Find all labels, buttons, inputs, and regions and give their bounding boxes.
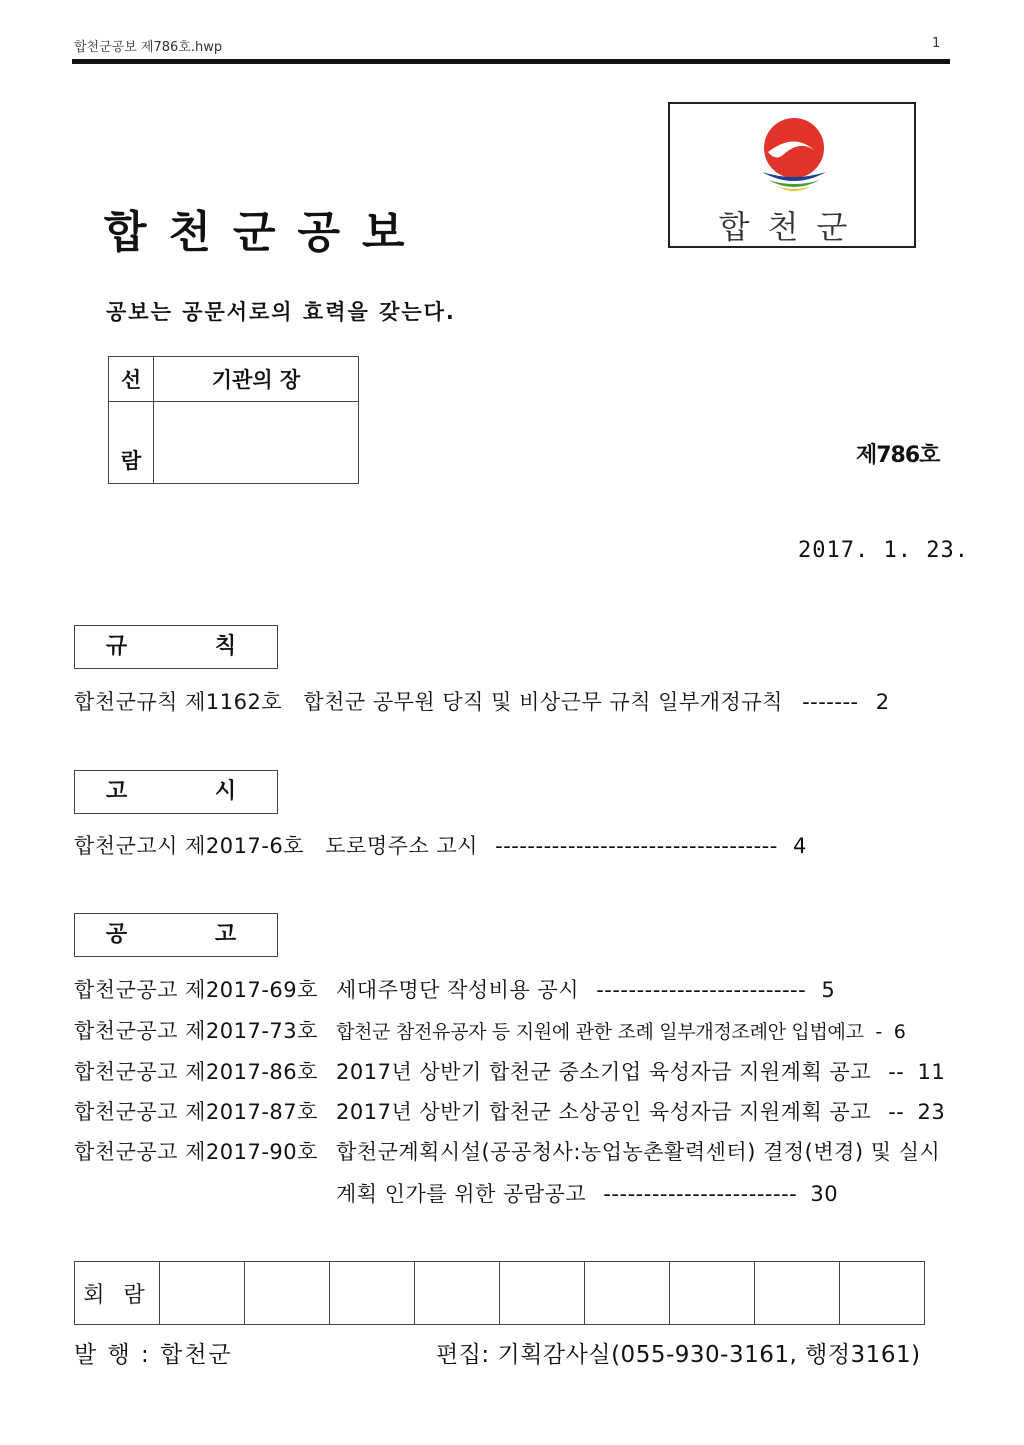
toc-leader: -- bbox=[888, 1060, 905, 1084]
page-title: 합천군공보 bbox=[104, 207, 427, 258]
review-label-bottom: 람 bbox=[109, 402, 154, 484]
toc-ref: 합천군고시 제2017-6호 bbox=[74, 834, 305, 858]
toc-page: 2 bbox=[875, 690, 890, 714]
toc-page: 23 bbox=[917, 1100, 946, 1124]
toc-ref: 합천군공고 제2017-90호 bbox=[74, 1140, 318, 1164]
circulation-cell bbox=[415, 1262, 500, 1325]
review-signature-cell bbox=[154, 402, 359, 484]
toc-entry[interactable] bbox=[74, 686, 890, 716]
county-logo-box bbox=[668, 102, 916, 248]
toc-ref: 합천군공고 제2017-86호 bbox=[74, 1060, 318, 1084]
toc-ref: 합천군공고 제2017-87호 bbox=[74, 1100, 318, 1124]
toc-text: 합천군 공무원 당직 및 비상근무 규칙 일부개정규칙 bbox=[303, 690, 783, 714]
toc-ref: 합천군규칙 제1162호 bbox=[74, 690, 283, 714]
toc-page: 5 bbox=[821, 978, 836, 1002]
toc-page: 6 bbox=[893, 1021, 906, 1043]
toc-page: 30 bbox=[810, 1182, 839, 1206]
circulation-cell bbox=[840, 1262, 925, 1325]
toc-page: 11 bbox=[917, 1060, 946, 1084]
review-table bbox=[108, 356, 359, 484]
toc-page: 4 bbox=[793, 834, 807, 858]
toc-text: 2017년 상반기 합천군 소상공인 육성자금 지원계획 공고 bbox=[336, 1100, 871, 1124]
review-header: 기관의 장 bbox=[154, 357, 359, 402]
header-divider bbox=[72, 59, 950, 64]
toc-text-continued: 계획 인가를 위한 공람공고 bbox=[336, 1182, 587, 1206]
toc-leader: ------- bbox=[802, 690, 859, 714]
toc-ref: 합천군공고 제2017-69호 bbox=[74, 978, 318, 1002]
circulation-cell bbox=[245, 1262, 330, 1325]
toc-leader: - bbox=[875, 1021, 882, 1043]
toc-text: 세대주명단 작성비용 공시 bbox=[336, 978, 579, 1002]
toc-ref: 합천군공고 제2017-73호 bbox=[74, 1019, 318, 1043]
editor-contact: 편집: 기획감사실(055-930-3161, 행정3161) bbox=[436, 1342, 921, 1368]
toc-leader: -------------------------- bbox=[596, 978, 807, 1002]
circulation-cell bbox=[670, 1262, 755, 1325]
toc-leader: ----------------------------------- bbox=[495, 834, 778, 858]
section-title-announcements: 공 고 bbox=[74, 913, 278, 957]
toc-text: 도로명주소 고시 bbox=[325, 834, 478, 858]
toc-entry[interactable] bbox=[74, 1056, 945, 1086]
issue-number: 제786호 bbox=[856, 443, 940, 468]
circulation-cell bbox=[330, 1262, 415, 1325]
emblem-red-circle bbox=[764, 118, 824, 178]
issue-date: 2017. 1. 23. bbox=[798, 538, 969, 563]
toc-entry[interactable] bbox=[74, 1015, 906, 1045]
toc-entry-continued[interactable] bbox=[336, 1178, 838, 1208]
toc-text: 2017년 상반기 합천군 중소기업 육성자금 지원계획 공고 bbox=[336, 1060, 871, 1084]
section-title-rules: 규 칙 bbox=[74, 625, 278, 669]
toc-entry[interactable] bbox=[74, 974, 835, 1004]
circulation-cell bbox=[585, 1262, 670, 1325]
emblem-green-wave bbox=[768, 180, 820, 187]
circulation-cell bbox=[160, 1262, 245, 1325]
section-title-notices: 고 시 bbox=[74, 770, 278, 814]
logo-name: 합천군 bbox=[718, 208, 866, 246]
toc-entry[interactable] bbox=[74, 1136, 940, 1166]
county-emblem-icon bbox=[754, 112, 834, 202]
circulation-cell bbox=[500, 1262, 585, 1325]
page-number: 1 bbox=[932, 36, 941, 51]
toc-text: 합천군 참전유공자 등 지원에 관한 조례 일부개정조례안 입법예고 bbox=[336, 1021, 864, 1043]
circulation-table bbox=[74, 1261, 925, 1325]
publisher: 발 행 : 합천군 bbox=[74, 1342, 233, 1368]
toc-entry[interactable] bbox=[74, 1096, 945, 1126]
circulation-cell bbox=[755, 1262, 840, 1325]
review-label-top: 선 bbox=[109, 357, 154, 402]
toc-entry[interactable] bbox=[74, 830, 807, 860]
toc-text: 합천군계획시설(공공청사:농업농촌활력센터) 결정(변경) 및 실시 bbox=[336, 1140, 941, 1164]
toc-leader: -- bbox=[888, 1100, 905, 1124]
document-filename: 합천군공보 제786호.hwp bbox=[74, 40, 223, 55]
subtitle: 공보는 공문서로의 효력을 갖는다. bbox=[106, 300, 456, 324]
circulation-label: 회 람 bbox=[75, 1262, 160, 1325]
toc-leader: ------------------------ bbox=[603, 1182, 798, 1206]
